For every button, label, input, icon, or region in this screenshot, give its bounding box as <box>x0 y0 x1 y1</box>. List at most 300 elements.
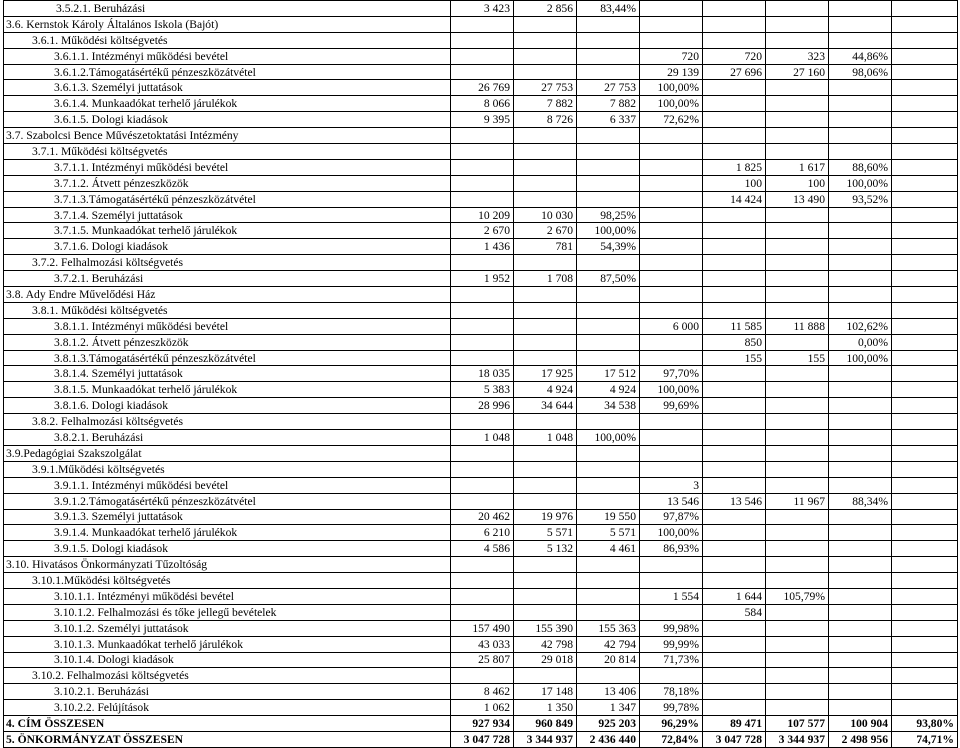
row-value <box>829 207 892 223</box>
row-label: 3.6.1.5. Dologi kiadások <box>4 112 451 128</box>
row-value <box>577 318 640 334</box>
row-value <box>892 366 958 382</box>
row-value <box>892 32 958 48</box>
row-value: 54,39% <box>577 239 640 255</box>
row-value <box>703 287 766 303</box>
row-value <box>829 604 892 620</box>
row-value: 1 554 <box>640 588 703 604</box>
row-value <box>766 32 829 48</box>
row-label: 5. ÖNKORMÁNYZAT ÖSSZESEN <box>4 731 451 747</box>
row-value: 10 209 <box>451 207 514 223</box>
table-row <box>4 318 958 334</box>
row-value: 14 424 <box>703 191 766 207</box>
row-value: 17 148 <box>514 684 577 700</box>
row-label: 3.6.1.2.Támogatásértékű pénzeszközátvétel <box>4 64 451 80</box>
row-value: 720 <box>640 48 703 64</box>
row-value <box>514 191 577 207</box>
row-value: 18 035 <box>451 366 514 382</box>
row-value <box>703 112 766 128</box>
row-value <box>829 636 892 652</box>
row-value: 105,79% <box>766 588 829 604</box>
row-label: 3.10.2.1. Beruházási <box>4 684 451 700</box>
row-value <box>703 398 766 414</box>
row-value <box>451 287 514 303</box>
row-value: 100,00% <box>577 223 640 239</box>
row-value <box>451 461 514 477</box>
row-value <box>829 700 892 716</box>
row-value: 42 798 <box>514 636 577 652</box>
row-value <box>640 414 703 430</box>
row-value <box>577 32 640 48</box>
row-value <box>829 382 892 398</box>
table-row <box>4 16 958 32</box>
row-value: 17 925 <box>514 366 577 382</box>
row-label: 3.9.1.2.Támogatásértékű pénzeszközátvétel <box>4 493 451 509</box>
row-value: 13 490 <box>766 191 829 207</box>
table-row <box>4 493 958 509</box>
row-value <box>892 223 958 239</box>
row-value <box>829 430 892 446</box>
row-value <box>514 414 577 430</box>
row-value: 42 794 <box>577 636 640 652</box>
row-value <box>892 159 958 175</box>
row-value <box>514 128 577 144</box>
row-value: 99,78% <box>640 700 703 716</box>
row-value <box>703 573 766 589</box>
row-label: 3.7.1.2. Átvett pénzeszközök <box>4 175 451 191</box>
row-value <box>703 223 766 239</box>
row-value <box>829 461 892 477</box>
row-label: 3.6.1.4. Munkaadókat terhelő járulékok <box>4 96 451 112</box>
row-value <box>640 604 703 620</box>
row-label: 3.9.1.3. Személyi juttatások <box>4 509 451 525</box>
row-value <box>514 461 577 477</box>
row-value <box>829 445 892 461</box>
row-value <box>640 573 703 589</box>
row-value <box>766 16 829 32</box>
row-value <box>892 636 958 652</box>
row-value: 720 <box>703 48 766 64</box>
row-label: 3.7.2.1. Beruházási <box>4 271 451 287</box>
row-value <box>514 48 577 64</box>
row-value <box>451 64 514 80</box>
row-value <box>703 144 766 160</box>
row-value: 100,00% <box>829 350 892 366</box>
row-value <box>703 668 766 684</box>
row-value: 1 825 <box>703 159 766 175</box>
row-value: 88,60% <box>829 159 892 175</box>
row-value <box>514 668 577 684</box>
row-value <box>892 509 958 525</box>
row-value: 86,93% <box>640 541 703 557</box>
row-value <box>892 445 958 461</box>
row-value <box>640 445 703 461</box>
table-row <box>4 255 958 271</box>
row-value <box>451 493 514 509</box>
row-value <box>829 255 892 271</box>
row-value <box>640 557 703 573</box>
row-value: 100,00% <box>640 96 703 112</box>
budget-table <box>3 0 958 748</box>
row-value: 2 436 440 <box>577 731 640 747</box>
row-value: 99,99% <box>640 636 703 652</box>
row-value: 19 550 <box>577 509 640 525</box>
row-value <box>766 80 829 96</box>
table-row <box>4 159 958 175</box>
row-value: 20 462 <box>451 509 514 525</box>
row-value <box>766 541 829 557</box>
row-value <box>766 382 829 398</box>
row-label: 3.10.1.Működési költségvetés <box>4 573 451 589</box>
row-label: 3.7.1.6. Dologi kiadások <box>4 239 451 255</box>
row-value: 4 924 <box>577 382 640 398</box>
table-row <box>4 287 958 303</box>
row-label: 3.7.2. Felhalmozási költségvetés <box>4 255 451 271</box>
row-value <box>640 239 703 255</box>
row-value: 2 670 <box>514 223 577 239</box>
row-value <box>829 477 892 493</box>
row-label: 3.8.1. Működési költségvetés <box>4 302 451 318</box>
row-value: 27 753 <box>514 80 577 96</box>
row-value <box>640 191 703 207</box>
row-value: 107 577 <box>766 716 829 732</box>
row-value: 29 018 <box>514 652 577 668</box>
row-value: 43 033 <box>451 636 514 652</box>
row-value <box>640 334 703 350</box>
row-value <box>766 461 829 477</box>
row-value <box>892 287 958 303</box>
row-value <box>451 302 514 318</box>
row-value <box>451 159 514 175</box>
row-value <box>703 445 766 461</box>
row-value <box>703 541 766 557</box>
row-value <box>829 96 892 112</box>
row-value <box>451 16 514 32</box>
row-value <box>577 175 640 191</box>
row-value <box>892 604 958 620</box>
row-value: 13 546 <box>640 493 703 509</box>
table-row <box>4 191 958 207</box>
row-value <box>766 430 829 446</box>
row-value <box>829 287 892 303</box>
row-value: 13 546 <box>703 493 766 509</box>
row-value: 25 807 <box>451 652 514 668</box>
row-value: 27 696 <box>703 64 766 80</box>
row-label: 3.10.1.3. Munkaadókat terhelő járulékok <box>4 636 451 652</box>
row-value <box>703 366 766 382</box>
row-value: 155 363 <box>577 620 640 636</box>
row-value <box>577 144 640 160</box>
row-value: 100,00% <box>640 525 703 541</box>
row-value: 34 538 <box>577 398 640 414</box>
row-value: 2 498 956 <box>829 731 892 747</box>
row-value <box>640 302 703 318</box>
row-value <box>829 620 892 636</box>
row-value <box>766 509 829 525</box>
row-value <box>451 588 514 604</box>
row-value <box>766 557 829 573</box>
row-value: 100,00% <box>577 430 640 446</box>
row-value <box>514 604 577 620</box>
row-value <box>451 48 514 64</box>
row-value <box>703 620 766 636</box>
row-value <box>892 477 958 493</box>
table-row <box>4 48 958 64</box>
row-value <box>829 684 892 700</box>
row-label: 3.8.2.1. Beruházási <box>4 430 451 446</box>
row-label: 3.7. Szabolcsi Bence Művészetoktatási Intézmény <box>4 128 451 144</box>
row-value <box>514 557 577 573</box>
row-value: 100 <box>703 175 766 191</box>
row-value: 83,44% <box>577 1 640 17</box>
row-value <box>703 96 766 112</box>
table-row <box>4 239 958 255</box>
row-value <box>703 80 766 96</box>
row-value: 7 882 <box>577 96 640 112</box>
row-value <box>766 271 829 287</box>
row-value <box>892 493 958 509</box>
table-row <box>4 430 958 446</box>
table-row <box>4 175 958 191</box>
row-label: 3.9.Pedagógiai Szakszolgálat <box>4 445 451 461</box>
row-value: 1 350 <box>514 700 577 716</box>
row-value <box>892 430 958 446</box>
row-value: 11 888 <box>766 318 829 334</box>
row-value <box>892 652 958 668</box>
table-row <box>4 604 958 620</box>
row-value: 4 461 <box>577 541 640 557</box>
row-label: 3.8.1.4. Személyi juttatások <box>4 366 451 382</box>
row-value <box>577 48 640 64</box>
table-row <box>4 350 958 366</box>
row-value <box>577 493 640 509</box>
row-value <box>829 398 892 414</box>
table-row <box>4 652 958 668</box>
row-value <box>766 366 829 382</box>
row-value <box>514 159 577 175</box>
row-value: 17 512 <box>577 366 640 382</box>
row-value <box>451 414 514 430</box>
row-value <box>703 239 766 255</box>
table-row <box>4 96 958 112</box>
row-value <box>514 287 577 303</box>
row-value <box>892 239 958 255</box>
row-value: 8 066 <box>451 96 514 112</box>
row-value <box>892 588 958 604</box>
row-value <box>829 144 892 160</box>
row-value: 3 047 728 <box>703 731 766 747</box>
row-value <box>577 461 640 477</box>
row-value <box>766 398 829 414</box>
row-value <box>892 1 958 17</box>
row-value: 72,62% <box>640 112 703 128</box>
row-value: 28 996 <box>451 398 514 414</box>
row-value <box>577 302 640 318</box>
row-value <box>703 128 766 144</box>
row-label: 3.10.2. Felhalmozási költségvetés <box>4 668 451 684</box>
row-value <box>766 477 829 493</box>
table-row <box>4 620 958 636</box>
row-value <box>703 271 766 287</box>
row-value <box>892 334 958 350</box>
row-label: 3.8.1.2. Átvett pénzeszközök <box>4 334 451 350</box>
row-value: 1 952 <box>451 271 514 287</box>
table-row <box>4 382 958 398</box>
row-value: 2 670 <box>451 223 514 239</box>
row-value: 26 769 <box>451 80 514 96</box>
row-value <box>577 287 640 303</box>
row-value: 102,62% <box>829 318 892 334</box>
row-value <box>829 1 892 17</box>
row-value <box>703 700 766 716</box>
row-value: 9 395 <box>451 112 514 128</box>
row-value <box>829 302 892 318</box>
table-row <box>4 207 958 223</box>
table-row <box>4 557 958 573</box>
row-value: 89 471 <box>703 716 766 732</box>
row-value: 19 976 <box>514 509 577 525</box>
table-row <box>4 573 958 589</box>
row-value <box>892 541 958 557</box>
row-value: 3 423 <box>451 1 514 17</box>
row-value: 3 344 937 <box>514 731 577 747</box>
row-value <box>766 96 829 112</box>
row-label: 3.7.1.5. Munkaadókat terhelő járulékok <box>4 223 451 239</box>
row-label: 3.8.1.5. Munkaadókat terhelő járulékok <box>4 382 451 398</box>
row-value: 99,69% <box>640 398 703 414</box>
row-label: 3.7.1.1. Intézményi működési bevétel <box>4 159 451 175</box>
row-value <box>892 525 958 541</box>
row-value <box>703 525 766 541</box>
row-value: 3 344 937 <box>766 731 829 747</box>
table-row <box>4 684 958 700</box>
row-value <box>451 350 514 366</box>
table-row <box>4 636 958 652</box>
row-value <box>892 191 958 207</box>
table-row <box>4 366 958 382</box>
row-value <box>766 207 829 223</box>
row-label: 4. CÍM ÖSSZESEN <box>4 716 451 732</box>
row-value: 44,86% <box>829 48 892 64</box>
row-value <box>577 445 640 461</box>
row-label: 3.9.1.1. Intézményi működési bevétel <box>4 477 451 493</box>
row-value: 155 <box>766 350 829 366</box>
row-value <box>451 144 514 160</box>
row-value <box>577 255 640 271</box>
row-value <box>451 255 514 271</box>
row-value: 74,71% <box>892 731 958 747</box>
row-value <box>703 652 766 668</box>
row-value <box>514 588 577 604</box>
row-value <box>703 636 766 652</box>
row-value: 3 <box>640 477 703 493</box>
row-value <box>514 175 577 191</box>
row-value <box>703 430 766 446</box>
row-value <box>451 573 514 589</box>
row-value <box>640 668 703 684</box>
row-value <box>766 287 829 303</box>
row-value <box>703 684 766 700</box>
row-value: 100 904 <box>829 716 892 732</box>
row-value: 960 849 <box>514 716 577 732</box>
row-label: 3.6.1.3. Személyi juttatások <box>4 80 451 96</box>
row-value <box>514 493 577 509</box>
row-label: 3.10.1.1. Intézményi működési bevétel <box>4 588 451 604</box>
row-value: 8 462 <box>451 684 514 700</box>
row-value: 155 <box>703 350 766 366</box>
row-value: 1 708 <box>514 271 577 287</box>
row-label: 3.6. Kernstok Károly Általános Iskola (Bajót) <box>4 16 451 32</box>
row-value: 1 347 <box>577 700 640 716</box>
row-value <box>703 302 766 318</box>
row-value: 10 030 <box>514 207 577 223</box>
row-value <box>829 414 892 430</box>
row-value: 93,52% <box>829 191 892 207</box>
row-value <box>766 223 829 239</box>
table-row <box>4 144 958 160</box>
row-value <box>766 239 829 255</box>
row-value <box>577 128 640 144</box>
row-value <box>514 144 577 160</box>
row-value: 4 586 <box>451 541 514 557</box>
row-value <box>766 302 829 318</box>
row-value <box>577 414 640 430</box>
row-value: 6 337 <box>577 112 640 128</box>
row-value: 20 814 <box>577 652 640 668</box>
row-value <box>577 350 640 366</box>
row-value <box>892 700 958 716</box>
row-value <box>892 144 958 160</box>
row-value <box>703 414 766 430</box>
row-value <box>514 334 577 350</box>
row-value <box>766 255 829 271</box>
row-value <box>829 557 892 573</box>
row-value <box>892 48 958 64</box>
table-row <box>4 223 958 239</box>
row-value: 100,00% <box>829 175 892 191</box>
row-value <box>829 573 892 589</box>
row-value: 1 436 <box>451 239 514 255</box>
row-value <box>577 191 640 207</box>
row-value: 1 048 <box>514 430 577 446</box>
row-label: 3.10.1.2. Felhalmozási és tőke jellegű bevételek <box>4 604 451 620</box>
table-row <box>4 128 958 144</box>
row-value <box>892 271 958 287</box>
row-value <box>892 668 958 684</box>
row-value <box>451 318 514 334</box>
row-value: 72,84% <box>640 731 703 747</box>
row-value <box>892 112 958 128</box>
row-value <box>577 604 640 620</box>
row-value <box>766 525 829 541</box>
row-value: 584 <box>703 604 766 620</box>
row-value: 850 <box>703 334 766 350</box>
row-label: 3.9.1.4. Munkaadókat terhelő járulékok <box>4 525 451 541</box>
row-value: 11 967 <box>766 493 829 509</box>
row-value <box>766 684 829 700</box>
row-value: 155 390 <box>514 620 577 636</box>
row-value <box>766 636 829 652</box>
row-value <box>514 445 577 461</box>
row-value: 34 644 <box>514 398 577 414</box>
row-value <box>640 350 703 366</box>
row-value <box>703 557 766 573</box>
row-value <box>766 334 829 350</box>
row-value: 5 132 <box>514 541 577 557</box>
row-value <box>451 557 514 573</box>
table-row <box>4 1 958 17</box>
row-value <box>703 477 766 493</box>
